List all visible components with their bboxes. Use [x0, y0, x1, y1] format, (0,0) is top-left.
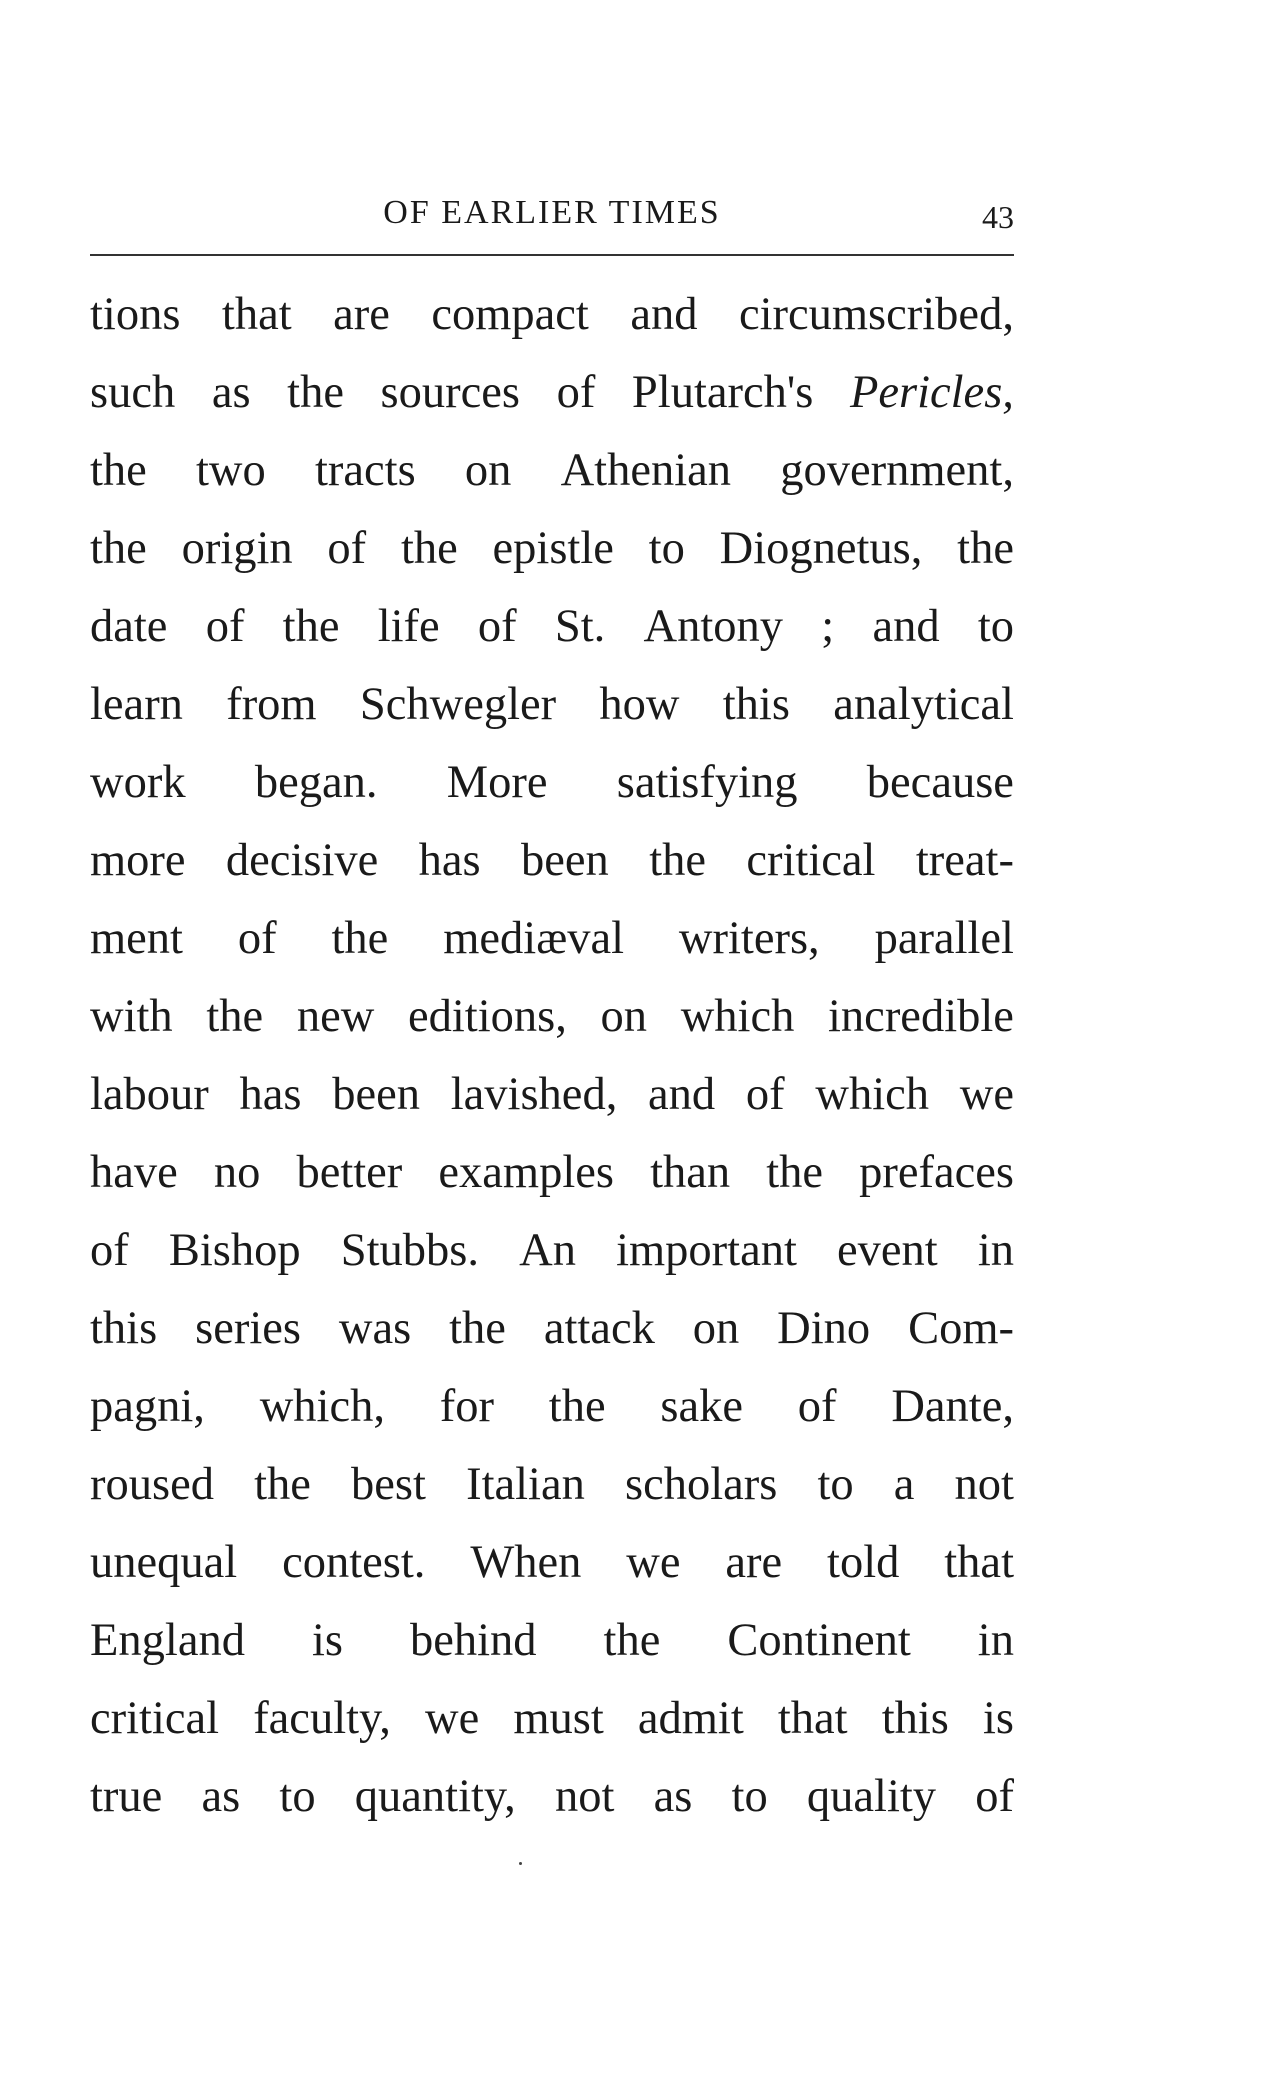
text-line: such as the sources of Plutarch's Pericles, — [90, 367, 1014, 418]
text-line: pagni, which, for the sake of Dante, — [90, 1381, 1014, 1432]
text-line: unequal contest. When we are told that — [90, 1537, 1014, 1588]
header-rule — [90, 254, 1014, 256]
text-line: tions that are compact and circumscribed, — [90, 289, 1014, 340]
body-text — [90, 276, 1014, 1836]
text-line: learn from Schwegler how this analytical — [90, 679, 1014, 730]
print-speck — [519, 1862, 522, 1865]
page-number: 43 — [982, 199, 1014, 235]
text-line: true as to quantity, not as to quality of — [90, 1771, 1014, 1822]
text-line: roused the best Italian scholars to a not — [90, 1459, 1014, 1510]
running-title: OF EARLIER TIMES — [383, 194, 721, 231]
text-line: this series was the attack on Dino Com- — [90, 1303, 1014, 1354]
text-line: labour has been lavished, and of which we — [90, 1069, 1014, 1120]
text-line: with the new editions, on which incredible — [90, 991, 1014, 1042]
text-line: have no better examples than the prefaces — [90, 1147, 1014, 1198]
text-line: the origin of the epistle to Diognetus, the — [90, 523, 1014, 574]
text-line: work began. More satisfying because — [90, 757, 1014, 808]
running-head — [90, 188, 1014, 238]
text-line: of Bishop Stubbs. An important event in — [90, 1225, 1014, 1276]
text-line: England is behind the Continent in — [90, 1615, 1014, 1666]
text-line: the two tracts on Athenian government, — [90, 445, 1014, 496]
text-line: critical faculty, we must admit that this is — [90, 1693, 1014, 1744]
text-line: date of the life of St. Antony ; and to — [90, 601, 1014, 652]
text-line: ment of the mediæval writers, parallel — [90, 913, 1014, 964]
text-line: more decisive has been the critical treat- — [90, 835, 1014, 886]
